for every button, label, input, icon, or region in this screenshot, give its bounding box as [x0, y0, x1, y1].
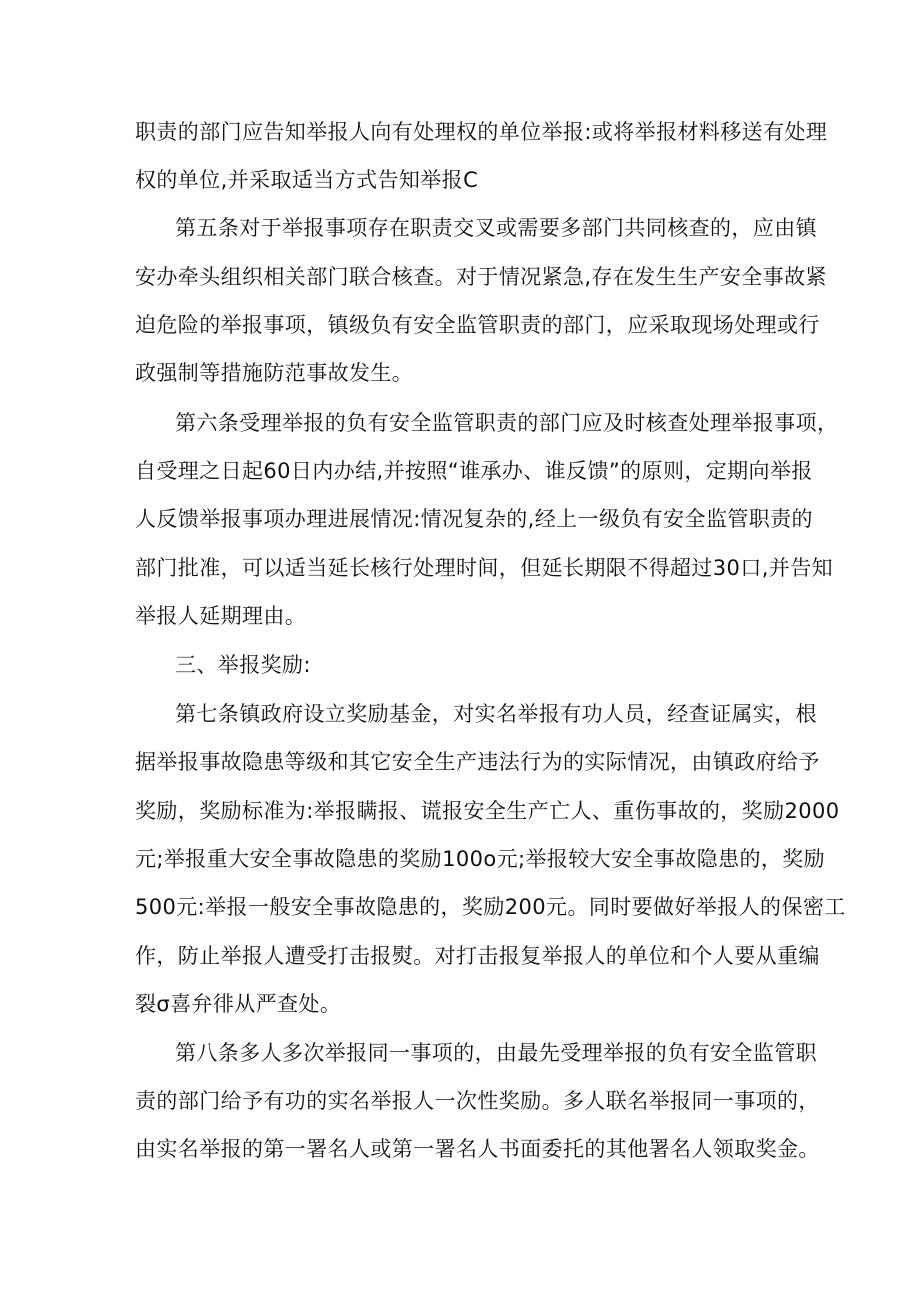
paragraph-article-5: 第五条对于举报事项存在职责交叉或需要多部门共同核查的，应由镇: [175, 216, 817, 240]
text-line: 500元:举报一般安全事故隐患的，奖励200元。同时要做好举报人的保密工: [135, 895, 846, 919]
text-line: 安办牵头组织相关部门联合核查。对于情况紧急,存在发生生产安全事故紧: [135, 265, 827, 289]
text-line: 人反馈举报事项办理进展情况:情况复杂的,经上一级负有安全监管职责的: [135, 507, 813, 531]
text-line: 迫危险的举报事项，镇级负有安全监管职责的部门，应采取现场处理或行: [135, 313, 820, 337]
text-line: 部门批准，可以适当延长核行处理时间，但延长期限不得超过30口,并告知: [135, 556, 833, 580]
section-heading: 三、举报奖励:: [175, 653, 311, 677]
text-line: 自受理之日起60日内办结,并按照“谁承办、谁反馈”的原则，定期向举报: [135, 459, 813, 483]
text-line: 由实名举报的第一署名人或第一署名人书面委托的其他署名人领取奖金。: [135, 1137, 820, 1161]
text-line: 作，防止举报人遭受打击报熨。对打击报复举报人的单位和个人要从重编: [135, 944, 820, 968]
paragraph-article-7: 第七条镇政府设立奖励基金，对实名举报有功人员，经查证属实，根: [175, 702, 817, 726]
text-line: 政强制等措施防范事故发生。: [135, 361, 414, 385]
text-line: 责的部门给予有功的实名举报人一次性奖励。多人联名举报同一事项的，: [135, 1089, 820, 1113]
text-line: 举报人延期理由。: [135, 604, 307, 628]
text-line: 职责的部门应告知举报人向有处理权的单位举报:或将举报材料移送有处理: [135, 120, 828, 144]
text-line: 元;举报重大安全事故隐患的奖励100o元;举报较大安全事故隐患的，奖励: [135, 847, 826, 871]
paragraph-article-6: 第六条受理举报的负有安全监管职责的部门应及时核查处理举报事项，: [175, 411, 839, 435]
text-line: 权的单位,并采取适当方式告知举报C: [135, 168, 479, 192]
text-line: 裂σ喜弁徘从严查处。: [135, 992, 342, 1016]
paragraph-article-8: 第八条多人多次举报同一事项的，由最先受理举报的负有安全监管职: [175, 1041, 817, 1065]
text-line: 奖励，奖励标准为:举报瞒报、谎报安全生产亡人、重伤事故的，奖励2000: [135, 799, 840, 823]
text-line: 据举报事故隐患等级和其它安全生产违法行为的实际情况，由镇政府给予: [135, 750, 820, 774]
